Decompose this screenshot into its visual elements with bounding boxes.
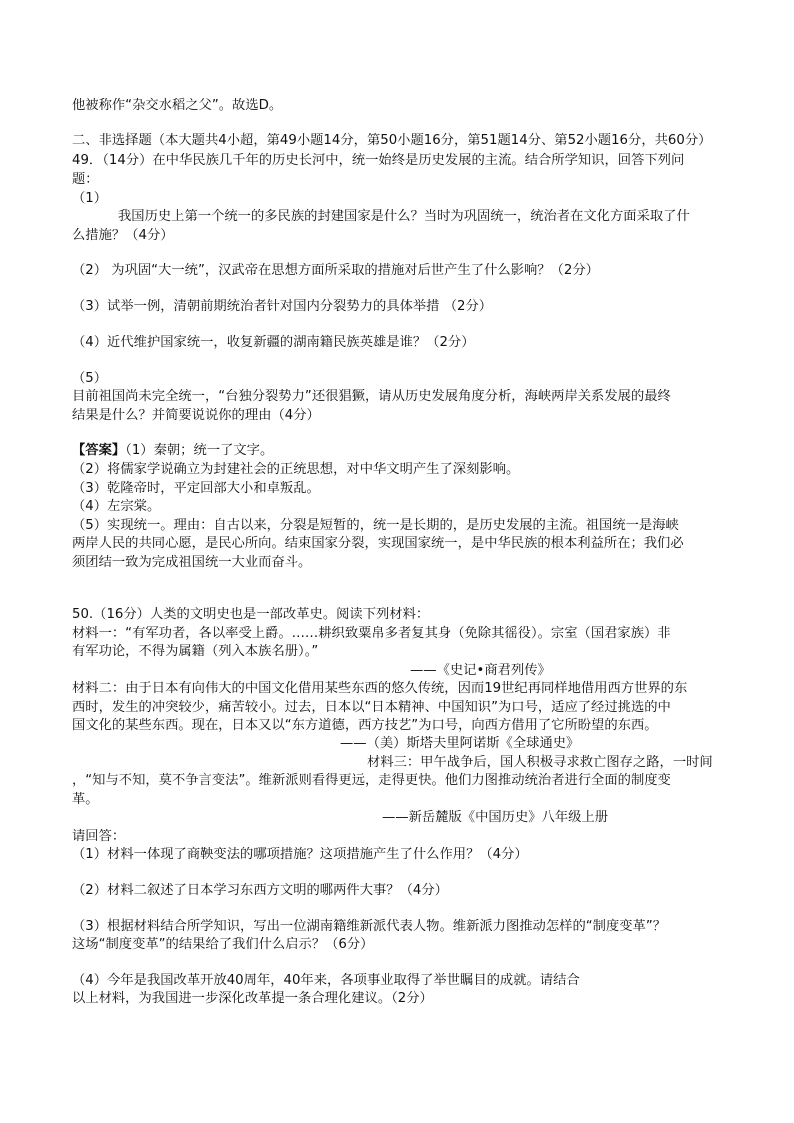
q49-sub5-number: （5）	[72, 371, 108, 386]
q50-material1-source: ——《史记•商君列传》	[410, 663, 551, 678]
q49-sub4-question: （4）近代维护国家统一，收复新疆的湖南籍民族英雄是谁？（2分）	[72, 335, 475, 350]
q49-answer-5-cont2: 须团结一致为完成祖国统一大业而奋斗。	[72, 555, 312, 570]
q50-material3-source: ——新岳麓版《中国历史》八年级上册	[382, 810, 609, 825]
q49-sub1-question: 我国历史上第一个统一的多民族的封建国家是什么？当时为巩固统一，统治者在文化方面采取了什	[118, 209, 690, 224]
q49-sub1-number: （1）	[72, 191, 108, 206]
q49-stem-cont: 题：	[72, 172, 99, 187]
q50-material2-cont2: 国文化的某些东西。现在，日本又以“东方道德，西方技艺”为口号，向西方借用了它所盼望的东西。	[72, 718, 658, 733]
q49-sub3-question: （3）试举一例，清朝前期统治者针对国内分裂势力的具体举措 （2分）	[72, 299, 493, 314]
q50-material2-cont: 西时，发生的冲突较少，痛苦较小。过去，日本以“日本精神、中国知识”为口号，适应了经过挑选的中	[72, 700, 671, 715]
q50-material3-cont2: 革。	[72, 792, 99, 807]
q50-sub1-question: （1）材料一体现了商鞅变法的哪项措施？这项措施产生了什么作用？（4分）	[72, 847, 528, 862]
answer-label: 【答案】	[72, 443, 126, 458]
q49-answer-5-cont: 两岸人民的共同心愿，是民心所向。结束国家分裂，实现国家统一，是中华民族的根本利益所在；我们必	[72, 536, 684, 551]
section-title: 二、非选择题（本大题共4小超，第49小题14分，第50小题16分，第51题14分、第52小题16分，共60分）	[72, 133, 712, 148]
q50-material2-source: ——（美）斯塔夫里阿诺斯《全球通史》	[340, 736, 580, 751]
q50-material1: 材料一：“有军功者，各以率受上爵。……耕织致粟帛多者复其身（免除其徭役）。宗室（国君家族）非	[72, 626, 671, 641]
q49-stem: 49．（14分）在中华民族几千年的历史长河中，统一始终是历史发展的主流。结合所学知识，回答下列问	[72, 153, 685, 168]
q50-material3-cont: ，“知与不知，莫不争言变法”。维新派则看得更远，走得更快。他们力图推动统治者进行全面的制度变	[72, 773, 671, 788]
q49-answer-2: （2）将儒家学说确立为封建社会的正统思想，对中华文明产生了深刻影响。	[72, 462, 520, 477]
q49-answer-line1	[72, 441, 273, 460]
q50-prompt: 请回答：	[72, 829, 126, 844]
q49-answer-4: （4）左宗棠。	[72, 499, 161, 514]
q50-material2: 材料二：由于日本有向伟大的中国文化借用某些东西的悠久传统，因而19世纪再同样地借用西方世界的东	[72, 681, 688, 696]
q49-sub5-question-cont: 结果是什么？并简要说说你的理由（4分）	[72, 408, 320, 423]
q49-sub1-question-cont: 么措施？（4分）	[72, 228, 174, 243]
q49-answer-3: （3）乾隆帝时，平定回部大小和卓叛乱。	[72, 481, 320, 496]
q50-sub2-question: （2）材料二叙述了日本学习东西方文明的哪两件大事？（4分）	[72, 883, 448, 898]
q49-sub2-question: （2） 为巩固“大一统”，汉武帝在思想方面所采取的措施对后世产生了什么影响？（2分）	[72, 263, 599, 278]
q49-sub5-question: 目前祖国尚未完全统一，“台独分裂势力”还很猖獗，请从历史发展角度分析，海峡两岸关系发展的最终	[72, 389, 671, 404]
q50-sub4-question-cont: 以上材料，为我国进一步深化改革提一条合理化建议。（2分）	[72, 991, 433, 1006]
q49-answer-5: （5）实现统一。理由：自古以来，分裂是短暂的，统一是长期的，是历史发展的主流。祖国统一是海峡	[72, 518, 679, 533]
previous-answer-tail: 他被称作“杂交水稻之父”。故选D。	[72, 98, 283, 113]
q50-sub3-question-cont: 这场“制度变革”的结果给了我们什么启示？（6分）	[72, 937, 374, 952]
q50-sub4-question: （4）今年是我国改革开放40周年，40年来，各项事业取得了举世瞩目的成就。请结合	[72, 973, 580, 988]
q50-stem: 50.（16分）人类的文明史也是一部改革史。阅读下列材料：	[72, 607, 430, 622]
q50-material3: 材料三：甲午战争后，国人积极寻求救亡图存之路，一时间	[367, 755, 713, 770]
q50-sub3-question: （3）根据材料结合所学知识，写出一位湖南籍维新派代表人物。维新派力图推动怎样的“制度变革”？	[72, 919, 667, 934]
q49-answer-1: （1）秦朝；统一了文字。	[125, 443, 274, 458]
q50-material1-cont: 有军功论，不得为属籍（列入本族名册）。”	[72, 644, 319, 659]
